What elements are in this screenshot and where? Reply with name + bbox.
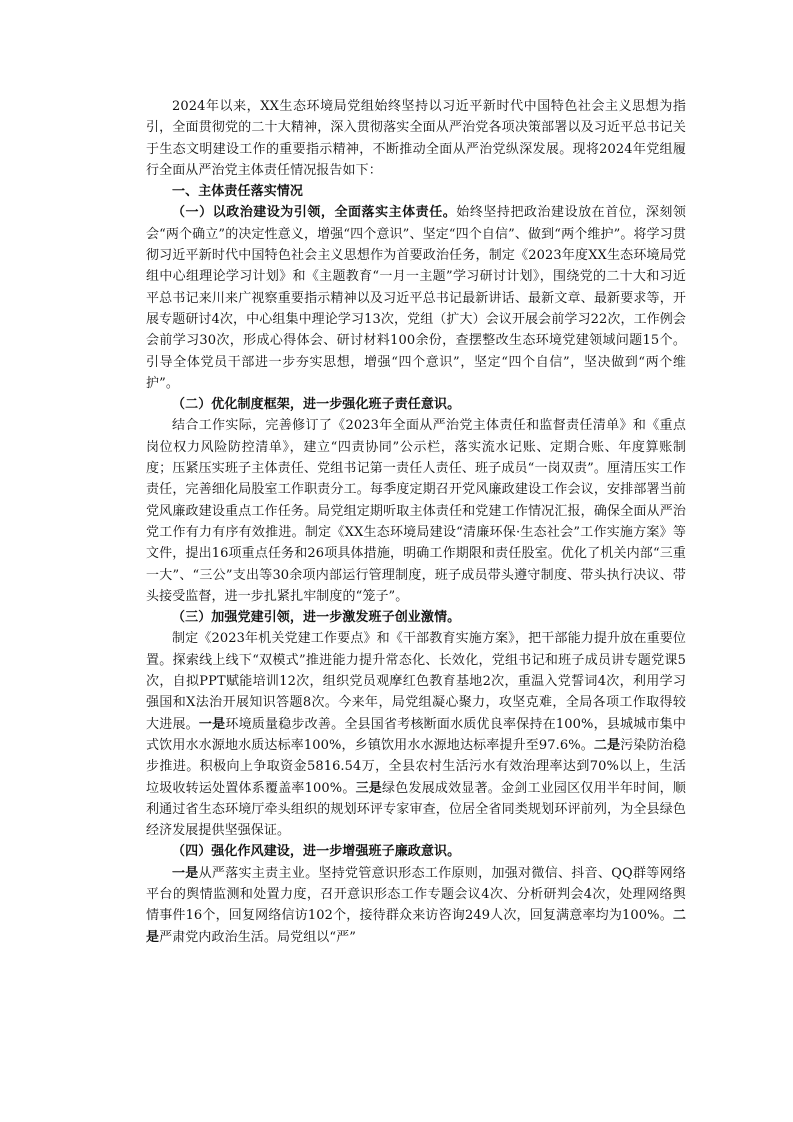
subsection-3-lead-1: 一是 bbox=[198, 716, 226, 732]
subsection-3-body-intro: 制定《2023年机关党建工作要点》和《干部教育实施方案》，把干部能力提升放在重要位置。探索线上线下“双模式”推进能力提升常态化、长效化，党组书记和班子成员讲专题党课5次，自拟PPT赋能培训12次，组织党员观摩红色教育基地2次，重温入党誓词4次，利用学习强国和X法治开展知识答题8次。今来年，局党组凝心聚力，攻坚克难，全局各项工作取得较大进展。 bbox=[146, 631, 686, 732]
subsection-3-lead-2: 二是 bbox=[593, 737, 621, 753]
subsection-1-paragraph bbox=[146, 202, 686, 394]
intro-paragraph: 2024年以来，XX生态环境局党组始终坚持以习近平新时代中国特色社会主义思想为指引，全面贯彻党的二十大精神，深入贯彻落实全面从严治党各项决策部署以及习近平总书记关于生态文明建设工作的重要指示精神，不断推动全面从严治党纵深发展。现将2024年党组履行全面从严治党主体责任情况报告如下： bbox=[146, 99, 686, 178]
subsection-3-heading: （三）加强党建引领，进一步激发班子创业激情。 bbox=[172, 610, 461, 626]
subsection-3-text-1: 环境质量稳步改善。全县国省考核断面水质优良率保持在100%，县城城市集中式饮用水水源地水质达标率100%，乡镇饮用水水源地达标率提升至97.6%。 bbox=[146, 716, 686, 753]
subsection-3-text-3: 绿色发展成效显著。金剑工业园区仅用半年时间，顺利通过省生态环境厅牵头组织的规划环评专家审查，位居全省同类规划环评前列，为全县绿色经济发展提供坚强保证。 bbox=[146, 780, 687, 839]
subsection-3-text-2: 污染防治稳步推进。积极向上争取资金5816.54万，全县农村生活污水有效治理率达到70%以上，生活垃圾收转运处置体系覆盖率100%。 bbox=[146, 737, 686, 796]
subsection-2-body: 结合工作实际，完善修订了《2023年全面从严治党主体责任和监督责任清单》和《重点岗位权力风险防控清单》，建立“四责协同”公示栏，落实流水记账、定期合账、年度算账制度；压紧压实班子主体责任、党组书记第一责任人责任、班子成员“一岗双责”。厘清压实工作责任，完善细化局股室工作职责分工。每季度定期召开党风廉政建设工作会议，安排部署当前党风廉政建设重点工作任务。局党组定期听取主体责任和党建工作情况汇报，确保全面从严治党工作有力有序有效推进。制定《XX生态环境局建设“清廉环保·生态社会”工作实施方案》等文件，提出16项重点任务和26项具体措施，明确工作期限和责任股室。优化了机关内部“三重一大”、“三公”支出等30余项内部运行管理制度，班子成员带头遵守制度、带头执行决议、带头接受监督，进一步扎紧扎牢制度的“笼子”。 bbox=[146, 418, 686, 604]
subsection-3-lead-3: 三是 bbox=[355, 780, 383, 796]
subsection-4-text-2: 严肃党内政治生活。局党组以“严” bbox=[159, 929, 357, 945]
subsection-4-lead-2: 二是 bbox=[146, 908, 686, 945]
subsection-4-heading: （四）强化作风建设，进一步增强班子廉政意识。 bbox=[172, 844, 461, 860]
subsection-3-body bbox=[146, 628, 686, 841]
document-body bbox=[146, 96, 686, 948]
subsection-4-lead-1: 一是 bbox=[172, 865, 199, 881]
subsection-1-body: 始终坚持把政治建设放在首位，深刻领会“两个确立”的决定性意义，增强“四个意识”、坚定“四个自信”、做到“两个维护”。将学习贯彻习近平新时代中国特色社会主义思想作为首要政治任务，制定《2023年度XX生态环境局党组中心组理论学习计划》和《主题教育“一月一主题”学习研讨计划》，围绕党的二十大和习近平总书记来川来广视察重要指示精神以及习近平总书记最新讲话、最新文章、最新要求等，开展专题研讨4次，中心组集中理论学习13次，党组（扩大）会议开展会前学习22次，工作例会会前学习30次，形成心得体会、研讨材料100余份，查摆整改生态环境党建领域问题15个。引导全体党员干部进一步夯实思想，增强“四个意识”，坚定“四个自信”，坚决做到“两个维护”。 bbox=[146, 205, 686, 391]
section-heading-responsibility: 一、主体责任落实情况 bbox=[172, 184, 304, 200]
subsection-1-heading: （一）以政治建设为引领，全面落实主体责任。 bbox=[172, 205, 457, 221]
subsection-2-heading: （二）优化制度框架，进一步强化班子责任意识。 bbox=[172, 397, 461, 413]
subsection-4-body bbox=[146, 863, 686, 948]
subsection-4-text-1: 从严落实主责主业。坚持党管意识形态工作原则，加强对微信、抖音、QQ群等网络平台的舆情监测和处置力度，召开意识形态工作专题会议4次、分析研判会4次，处理网络舆情事件16个，回复网络信访102个，接待群众来访咨询249人次，回复满意率均为100%。 bbox=[146, 865, 687, 924]
